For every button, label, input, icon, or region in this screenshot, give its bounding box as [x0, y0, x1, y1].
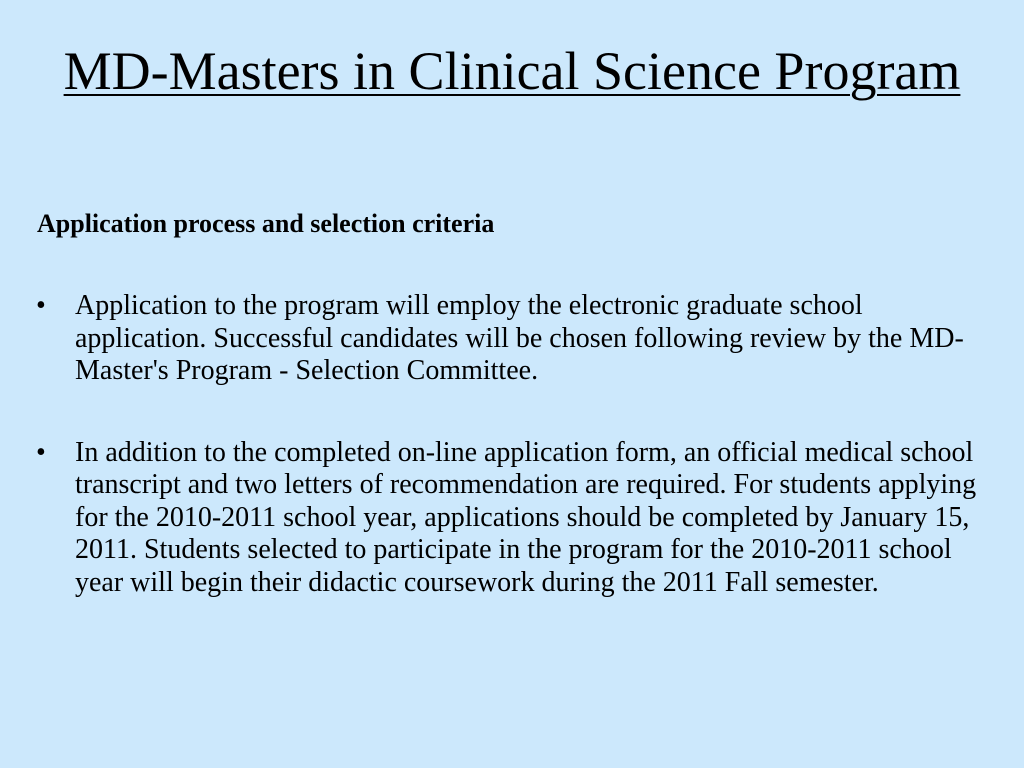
bullet-icon: • — [36, 290, 46, 321]
section-heading: Application process and selection criteria — [37, 209, 495, 238]
bullet-list — [0, 290, 1024, 648]
bullet-item — [0, 437, 1024, 600]
slide-title: MD-Masters in Clinical Science Program — [63, 41, 961, 101]
bullet-text: In addition to the completed on-line application form, an official medical school transcript and two letters of recommendation are required. For students applying for the 2010-2011 school year, applications should be completed by January 15, 2011. Students selected to participate in the program for the 2010-2011 school year will begin their didactic coursework during the 2011 Fall semester. — [75, 436, 977, 598]
bullet-icon: • — [36, 436, 46, 468]
bullet-item — [0, 290, 1024, 388]
bullet-text: Application to the program will employ the electronic graduate school application. Successful candidates will be chosen following review by the MD-Master's Program - Selection Committee. — [75, 290, 964, 386]
